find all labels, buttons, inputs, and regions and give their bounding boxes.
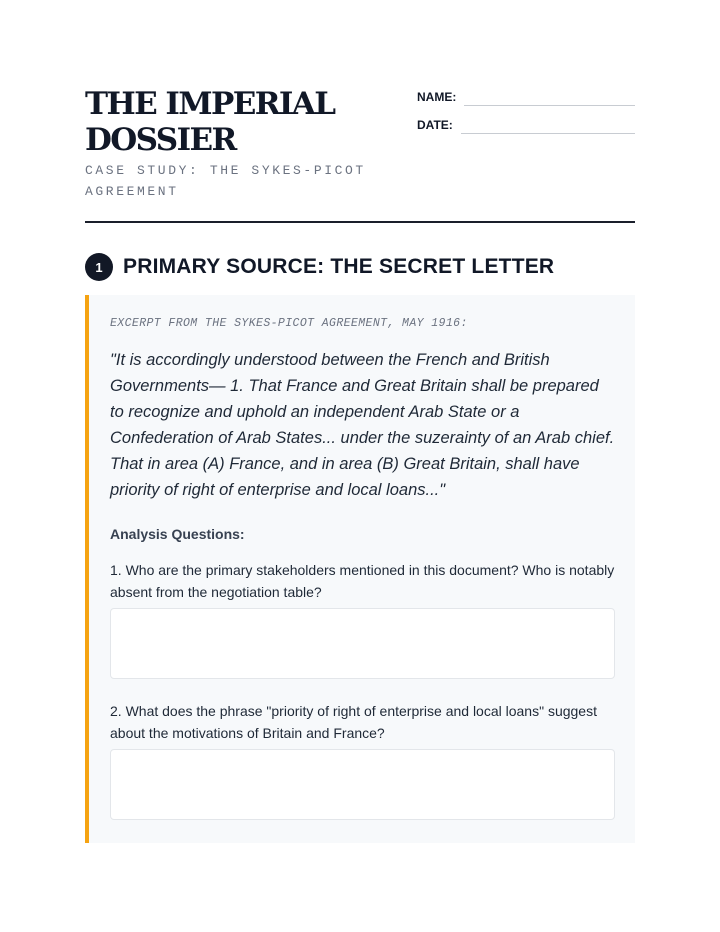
worksheet-header — [85, 86, 635, 224]
excerpt-label: EXCERPT FROM THE SYKES-PICOT AGREEMENT, MAY 1916: — [110, 317, 468, 330]
header-divider — [85, 221, 635, 223]
question-1: 1. Who are the primary stakeholders mentioned in this document? Who is notably absent from the negotiation table? — [110, 562, 615, 600]
source-quote: "It is accordingly understood between the French and British Governments— 1. That France and Great Britain shall be prepared to recognize and uphold an independent Arab State or a Confederation of Arab States... under the suzerainty of an Arab chief. That in area (A) France, and in area (B) Great Britain, shall have priority of right of enterprise and local loans..." — [110, 351, 615, 499]
section-heading — [85, 252, 554, 282]
primary-source-card — [85, 295, 635, 843]
name-field[interactable] — [417, 86, 635, 114]
question-2: 2. What does the phrase "priority of right of enterprise and local loans" suggest about the motivations of Britain and France? — [110, 703, 597, 741]
section-title: PRIMARY SOURCE: THE SECRET LETTER — [123, 255, 555, 278]
analysis-heading: Analysis Questions: — [110, 526, 245, 542]
answer-box-1[interactable] — [110, 608, 615, 679]
answer-box-2[interactable] — [110, 749, 615, 820]
name-label: NAME: — [417, 90, 457, 104]
document-subtitle: CASE STUDY: THE SYKES-PICOT AGREEMENT — [85, 163, 366, 199]
name-blank-line[interactable] — [464, 105, 635, 106]
date-field[interactable] — [417, 114, 635, 142]
document-title: THE IMPERIAL DOSSIER — [85, 86, 335, 158]
date-blank-line[interactable] — [461, 133, 635, 134]
date-label: DATE: — [417, 118, 453, 132]
student-info-fields — [417, 86, 635, 142]
section-number-badge: 1 — [85, 253, 113, 281]
